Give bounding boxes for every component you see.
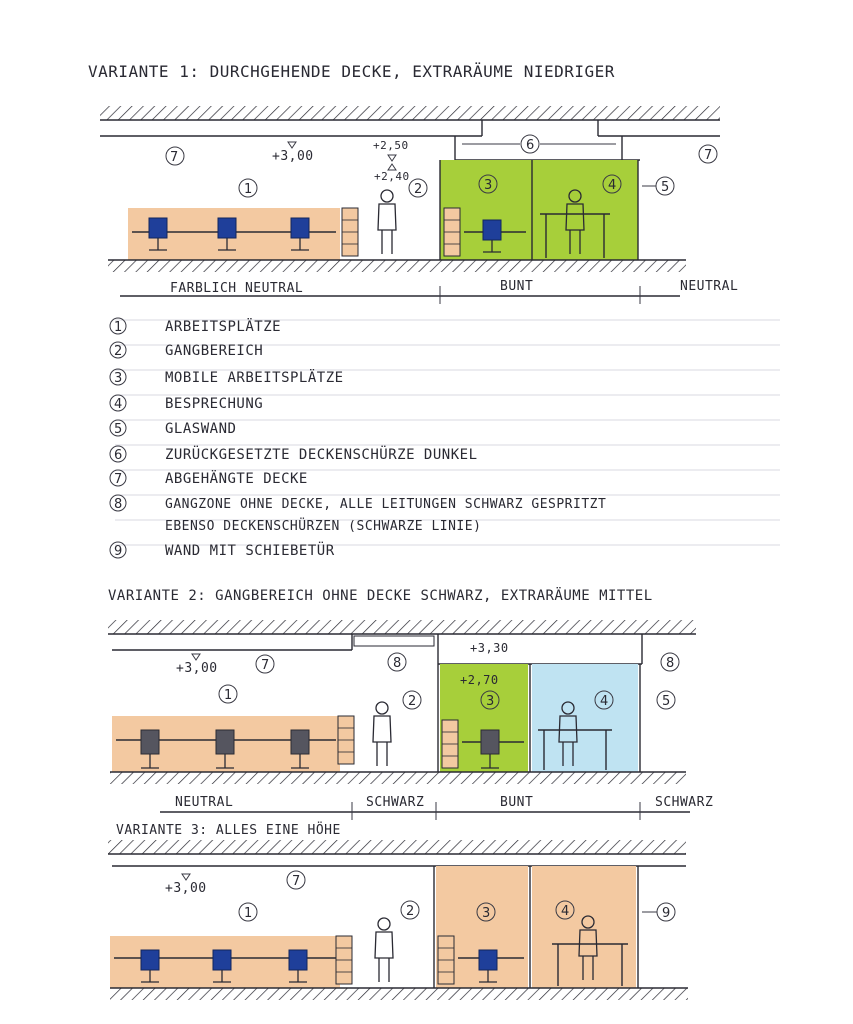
- variant1-shelf: [342, 208, 358, 256]
- variant1-shelf-room3: [444, 208, 460, 256]
- variant2-shelf: [338, 716, 354, 764]
- legend-item: [110, 395, 263, 412]
- svg-text:4: 4: [114, 397, 123, 412]
- variant3-label-4: 4: [561, 904, 570, 919]
- legend-item: [110, 420, 236, 437]
- svg-text:5: 5: [114, 422, 123, 437]
- variant1-label-6: 6: [526, 138, 535, 153]
- variant2-label-5: 5: [662, 694, 671, 709]
- variant2-zone-black-left: SCHWARZ: [366, 795, 425, 810]
- variant2-zone-black-right: SCHWARZ: [655, 795, 714, 810]
- variant3-label-7: 7: [292, 874, 301, 889]
- variant2-heading: VARIANTE 2: GANGBEREICH OHNE DECKE SCHWARZ, EXTRARÄUME MITTEL: [108, 588, 653, 604]
- svg-text:1: 1: [114, 320, 123, 335]
- variant1-label-5: 5: [661, 180, 670, 195]
- variant3-shelf-room3: [438, 936, 454, 984]
- variant1-section: [88, 62, 738, 304]
- legend: [110, 317, 606, 559]
- variant3-floor: [110, 988, 688, 1000]
- svg-text:7: 7: [114, 472, 123, 487]
- variant2-level-main: +3,00: [176, 661, 218, 676]
- variant1-level-top: +2,50: [373, 139, 409, 152]
- variant2-ceiling-slab: [108, 620, 696, 634]
- svg-text:ABGEHÄNGTE DECKE: ABGEHÄNGTE DECKE: [165, 471, 308, 487]
- svg-text:6: 6: [114, 448, 123, 463]
- variant2-level-room: +2,70: [460, 673, 499, 687]
- variant1-label-1: 1: [244, 182, 253, 197]
- legend-item: [110, 469, 308, 487]
- variant3-person-corridor: [375, 918, 393, 982]
- svg-text:8: 8: [114, 497, 123, 512]
- svg-text:GANGBEREICH: GANGBEREICH: [165, 343, 264, 359]
- svg-text:9: 9: [114, 544, 123, 559]
- variant2-zone-neutral: NEUTRAL: [175, 795, 234, 810]
- variant1-floor: [108, 260, 686, 272]
- variant2-label-1: 1: [224, 688, 233, 703]
- legend-item: [110, 445, 478, 463]
- svg-text:3: 3: [114, 371, 123, 386]
- variant2-label-4: 4: [600, 694, 609, 709]
- variant3-label-2: 2: [406, 904, 415, 919]
- variant3-heading: VARIANTE 3: ALLES EINE HÖHE: [116, 823, 341, 838]
- legend-item: [110, 368, 344, 386]
- variant3-label-3: 3: [482, 906, 491, 921]
- variant3-label-9: 9: [662, 906, 671, 921]
- svg-text:ZURÜCKGESETZTE DECKENSCHÜRZE D: ZURÜCKGESETZTE DECKENSCHÜRZE DUNKEL: [165, 447, 478, 463]
- variant3-level-main: +3,00: [165, 881, 207, 896]
- variant2-label-2: 2: [408, 694, 417, 709]
- variant3-label-1: 1: [244, 906, 253, 921]
- variant1-person-corridor: [378, 190, 396, 254]
- variant1-label-7-left: 7: [170, 150, 179, 165]
- variant1-label-4: 4: [608, 178, 617, 193]
- variant2-section: [108, 586, 713, 820]
- legend-item: [110, 541, 335, 559]
- legend-item: [165, 517, 481, 534]
- variant2-person-corridor: [373, 702, 391, 766]
- variant1-level-bottom: +2,40: [374, 170, 410, 183]
- svg-text:GANGZONE OHNE DECKE, ALLE LEIT: GANGZONE OHNE DECKE, ALLE LEITUNGEN SCHWARZ GESPRITZT: [165, 497, 607, 512]
- variant1-heading: VARIANTE 1: DURCHGEHENDE DECKE, EXTRARÄUME NIEDRIGER: [88, 62, 615, 81]
- svg-text:EBENSO DECKENSCHÜRZEN (SCHWARZ: EBENSO DECKENSCHÜRZEN (SCHWARZE LINIE): [165, 519, 482, 534]
- legend-item: [110, 495, 606, 512]
- svg-text:WAND MIT SCHIEBETÜR: WAND MIT SCHIEBETÜR: [165, 543, 335, 559]
- svg-text:BESPRECHUNG: BESPRECHUNG: [165, 396, 264, 412]
- variant3-section: [108, 821, 688, 1000]
- svg-text:GLASWAND: GLASWAND: [165, 421, 237, 437]
- variant2-label-8-left: 8: [393, 656, 402, 671]
- variant2-label-3: 3: [486, 694, 495, 709]
- variant2-shelf-room3: [442, 720, 458, 768]
- svg-text:MOBILE ARBEITSPLÄTZE: MOBILE ARBEITSPLÄTZE: [165, 370, 344, 386]
- variant1-label-2: 2: [414, 182, 423, 197]
- svg-text:2: 2: [114, 344, 123, 359]
- variant1-zone-neutral-left: FARBLICH NEUTRAL: [170, 281, 304, 296]
- variant2-label-7: 7: [261, 658, 270, 673]
- variant1-zone-neutral-right: NEUTRAL: [680, 279, 739, 294]
- variant1-level-main: +3,00: [272, 149, 314, 164]
- variant3-shelf: [336, 936, 352, 984]
- svg-text:ARBEITSPLÄTZE: ARBEITSPLÄTZE: [165, 319, 282, 335]
- variant1-ceiling-slab: [100, 106, 720, 120]
- variant1-meeting-room: [532, 160, 638, 260]
- variant2-floor: [110, 772, 686, 784]
- variant3-ceiling-slab: [108, 840, 686, 854]
- variant2-label-8-right: 8: [666, 656, 675, 671]
- variant1-label-3: 3: [484, 178, 493, 193]
- variant1-zone-colorful: BUNT: [500, 279, 534, 294]
- variant2-level-top: +3,30: [470, 641, 509, 655]
- variant1-label-7-right: 7: [704, 148, 713, 163]
- variant2-meeting-room: [532, 664, 638, 772]
- variant2-zone-colorful: BUNT: [500, 795, 534, 810]
